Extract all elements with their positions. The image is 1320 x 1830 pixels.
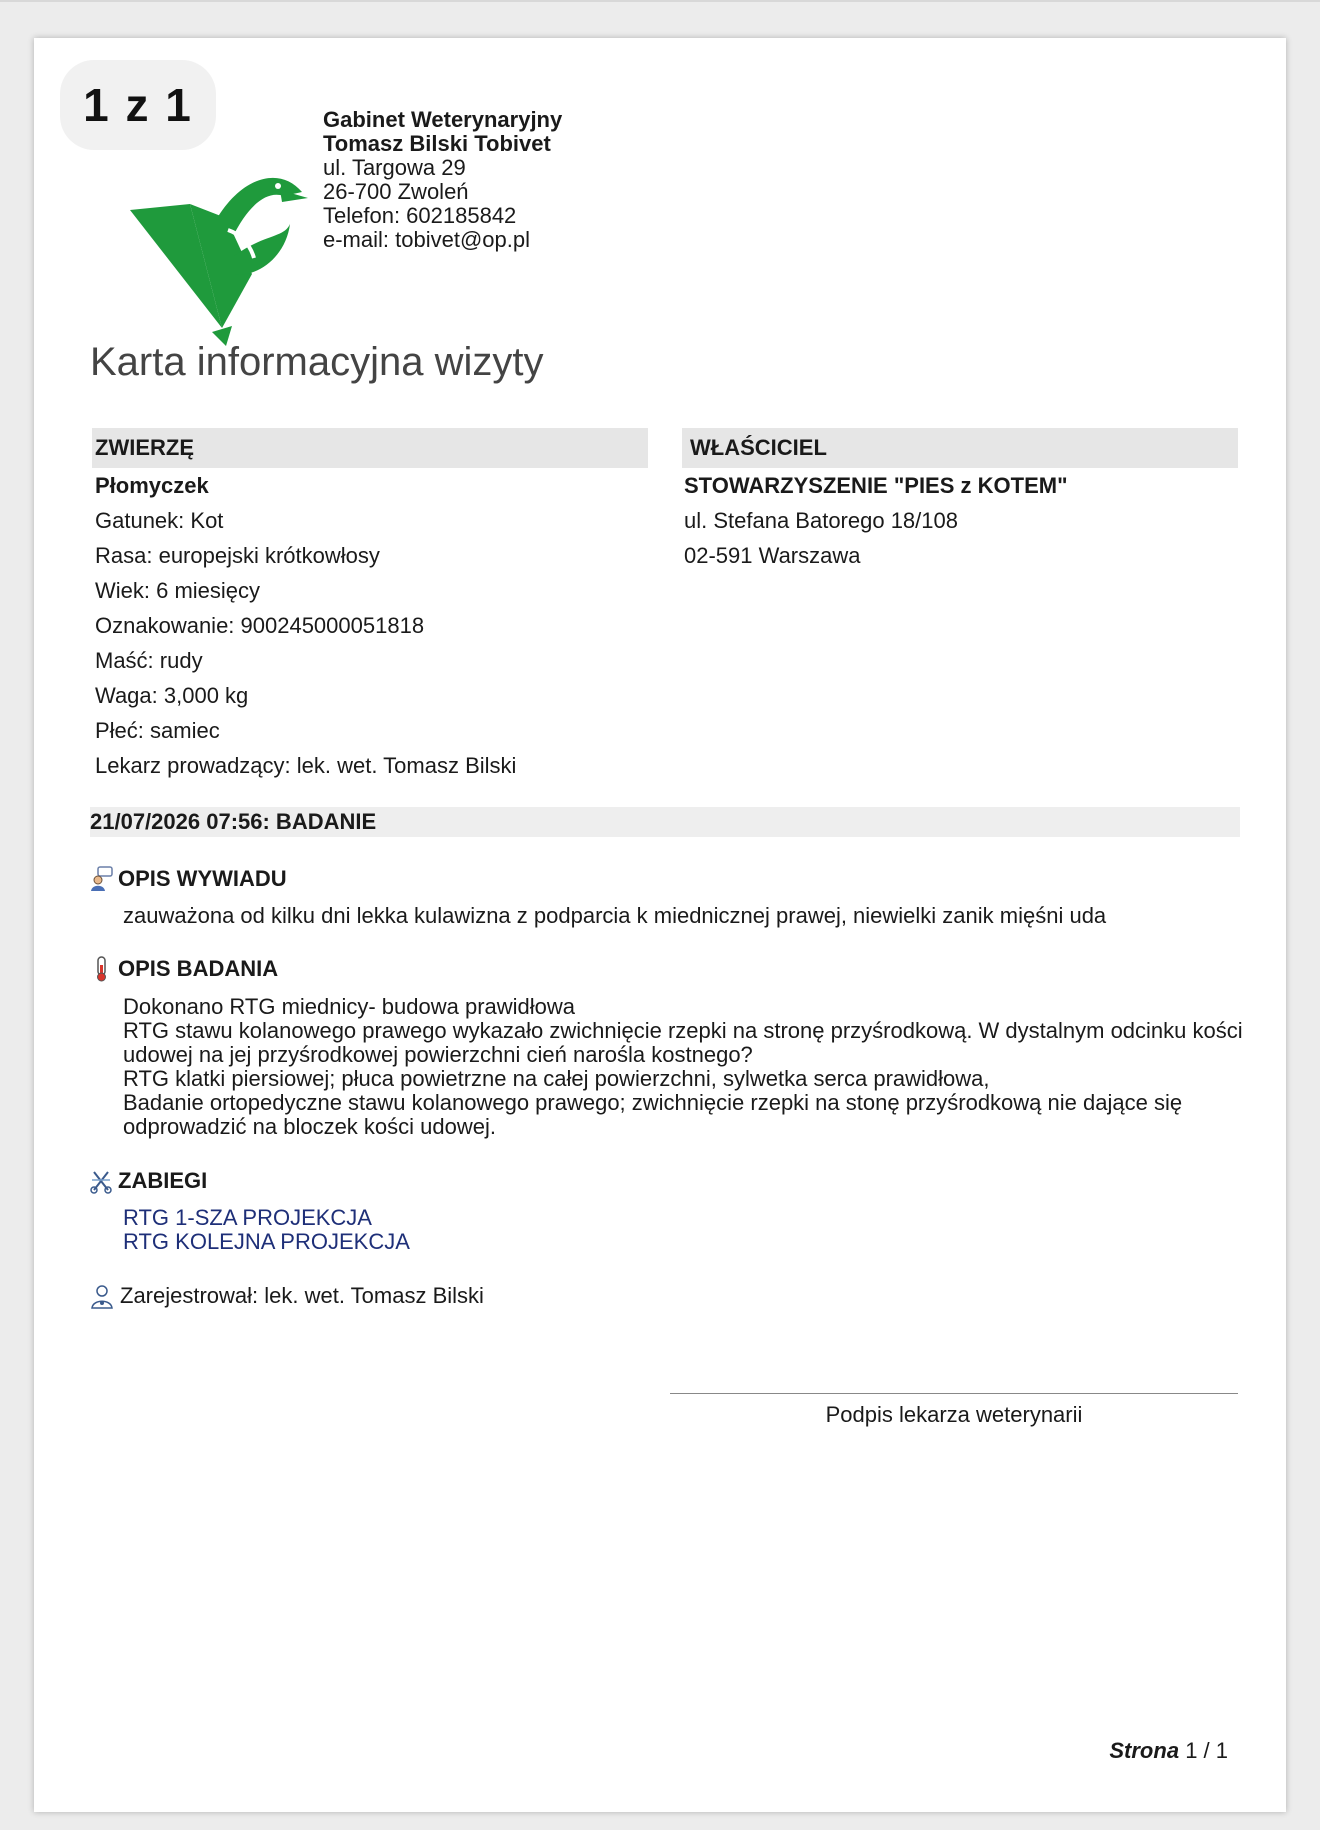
clinic-phone: Telefon: 602185842 (323, 203, 517, 228)
animal-color: Maść: rudy (95, 648, 203, 673)
signature-label: Podpis lekarza weterynarii (825, 1402, 1083, 1427)
animal-weight: Waga: 3,000 kg (95, 683, 249, 708)
procedure-item: RTG KOLEJNA PROJEKCJA (123, 1229, 410, 1254)
procedures-list (123, 1206, 410, 1254)
signature-line (670, 1393, 1238, 1394)
document-title: Karta informacyjna wizyty (90, 340, 544, 384)
exam-icon (90, 956, 114, 982)
document-page (34, 38, 1286, 1812)
page-counter-badge: 1 z 1 (60, 60, 216, 150)
procedures-section-header (90, 1168, 207, 1194)
clinic-name-line2: Tomasz Bilski Tobivet (323, 131, 551, 156)
owner-details (684, 468, 1068, 573)
registered-by (90, 1283, 484, 1309)
animal-marking: Oznakowanie: 900245000051818 (95, 613, 425, 638)
page-number: 1 / 1 (1185, 1738, 1228, 1763)
page-word: Strona (1109, 1738, 1180, 1763)
clinic-logo (130, 146, 310, 346)
owner-header: WŁAŚCICIEL (682, 428, 1238, 468)
doctor-icon (90, 1283, 114, 1309)
clinic-city: 26-700 Zwoleń (323, 179, 469, 204)
visit-header: 21/07/2026 07:56: BADANIE (90, 807, 1240, 837)
animal-species: Gatunek: Kot (95, 508, 224, 533)
owner-name: STOWARZYSZENIE "PIES z KOTEM" (684, 473, 1068, 498)
exam-line: RTG stawu kolanowego prawego wykazało zwichnięcie rzepki na stronę przyśrodkową. W dystalnym odcinku kości (123, 1018, 1243, 1043)
top-divider (0, 0, 1320, 2)
interview-title: OPIS WYWIADU (118, 866, 287, 891)
exam-title: OPIS BADANIA (118, 956, 279, 981)
exam-section-header (90, 956, 278, 982)
animal-header: ZWIERZĘ (92, 428, 648, 468)
clinic-name-line1: Gabinet Weterynaryjny (323, 107, 563, 132)
procedure-item: RTG 1-SZA PROJEKCJA (123, 1205, 372, 1230)
clinic-info (323, 108, 562, 252)
animal-sex: Płeć: samiec (95, 718, 220, 743)
exam-line: RTG klatki piersiowej; płuca powietrzne na całej powierzchni, sylwetka serca prawidłowa, (123, 1066, 990, 1091)
procedures-title: ZABIEGI (118, 1168, 208, 1193)
exam-line: Badanie ortopedyczne stawu kolanowego prawego; zwichnięcie rzepki na stonę przyśrodkową nie dające się (123, 1090, 1183, 1115)
clinic-street: ul. Targowa 29 (323, 155, 466, 180)
interview-section-header (90, 866, 287, 892)
owner-street: ul. Stefana Batorego 18/108 (684, 508, 958, 533)
animal-doctor: Lekarz prowadzący: lek. wet. Tomasz Bilski (95, 753, 517, 778)
clinic-email: e-mail: tobivet@op.pl (323, 227, 530, 252)
interview-icon (90, 866, 114, 892)
animal-details (95, 468, 516, 783)
exam-line: Dokonano RTG miednicy- budowa prawidłowa (123, 994, 576, 1019)
interview-text: zauważona od kilku dni lekka kulawizna z podparcia k miednicznej prawej, niewielki zanik mięśni uda (123, 903, 1107, 928)
procedures-icon (90, 1168, 114, 1194)
animal-name: Płomyczek (95, 473, 209, 498)
registered-text: Zarejestrował: lek. wet. Tomasz Bilski (120, 1283, 484, 1308)
page-number-footer (1109, 1738, 1228, 1764)
animal-age: Wiek: 6 miesięcy (95, 578, 261, 603)
exam-line: udowej na jej przyśrodkowej powierzchni cień narośla kostnego? (123, 1042, 753, 1067)
animal-breed: Rasa: europejski krótkowłosy (95, 543, 380, 568)
exam-line: odprowadzić na bloczek kości udowej. (123, 1114, 496, 1139)
exam-text (123, 995, 1243, 1139)
owner-city: 02-591 Warszawa (684, 543, 861, 568)
